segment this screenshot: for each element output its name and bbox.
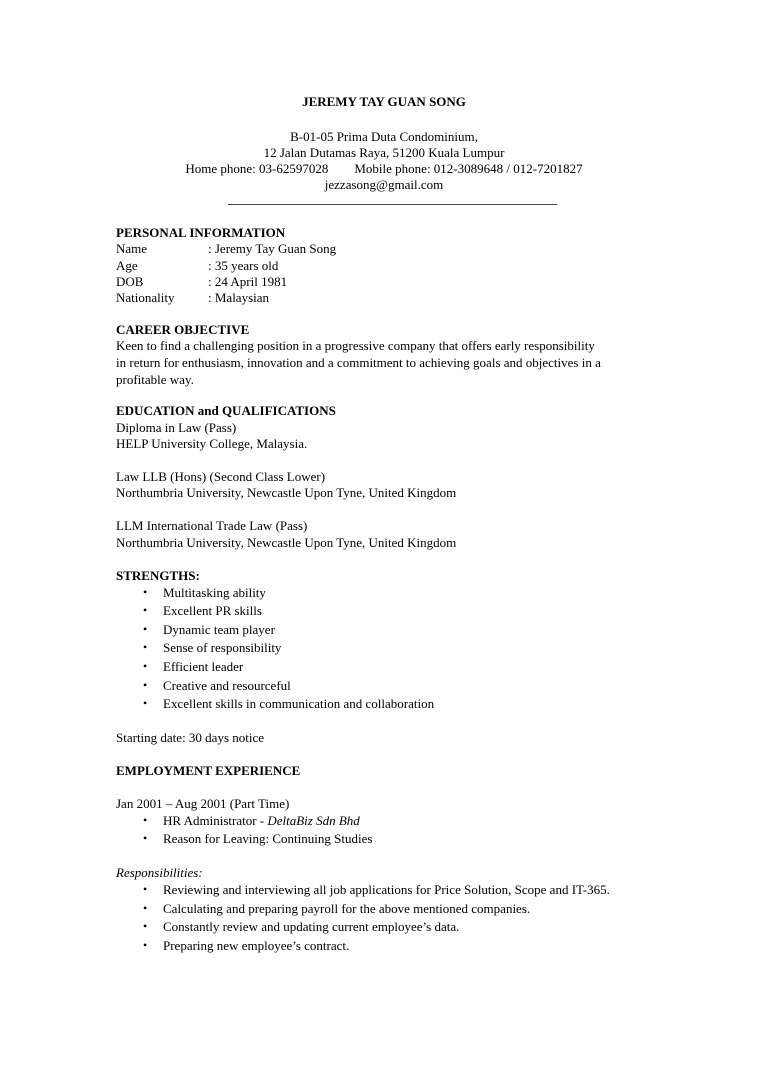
bullet-icon: •: [143, 640, 148, 654]
bullet-icon: •: [143, 659, 148, 673]
bullet-icon: •: [143, 622, 148, 636]
education-heading: EDUCATION and QUALIFICATIONS: [116, 403, 336, 418]
bullet-icon: •: [143, 603, 148, 617]
address-line-2: 12 Jalan Dutamas Raya, 51200 Kuala Lumpur: [263, 145, 505, 160]
strengths-heading: STRENGTHS:: [116, 568, 200, 583]
responsibility-text: Constantly review and updating current employee’s data.: [163, 919, 460, 934]
email: jezzasong@gmail.com: [324, 177, 444, 192]
responsibility-text: Calculating and preparing payroll for the above mentioned companies.: [163, 901, 531, 916]
bullet-icon: •: [143, 882, 148, 896]
company-name: DeltaBiz Sdn Bhd: [267, 813, 360, 828]
personal-row-dob: [116, 273, 287, 290]
candidate-name: JEREMY TAY GUAN SONG: [302, 94, 466, 109]
personal-row-age: [116, 257, 278, 274]
mobile-phone: Mobile phone: 012-3089648 / 012-7201827: [354, 161, 583, 176]
personal-value: : Jeremy Tay Guan Song: [208, 241, 337, 256]
personal-label: Name: [116, 241, 148, 256]
personal-label: DOB: [116, 274, 144, 289]
personal-value: : Malaysian: [208, 290, 270, 305]
employment-period: Jan 2001 – Aug 2001 (Part Time): [116, 796, 290, 811]
bullet-icon: •: [143, 938, 148, 952]
responsibility-text: Reviewing and interviewing all job applications for Price Solution, Scope and IT-365.: [163, 882, 610, 897]
responsibilities-heading: Responsibilities:: [116, 865, 203, 880]
strength-text: Excellent skills in communication and collaboration: [163, 696, 435, 711]
bullet-icon: •: [143, 831, 148, 845]
strength-text: Efficient leader: [163, 659, 244, 674]
strength-text: Sense of responsibility: [163, 640, 282, 655]
role-title: HR Administrator -: [163, 813, 268, 828]
personal-value: : 35 years old: [208, 258, 279, 273]
personal-heading: PERSONAL INFORMATION: [116, 225, 286, 240]
header-divider: [228, 204, 557, 205]
objective-line: in return for enthusiasm, innovation and a commitment to achieving goals and objectives in a: [116, 355, 601, 370]
address-line-1: B-01-05 Prima Duta Condominium,: [290, 129, 478, 144]
objective-line: profitable way.: [116, 372, 194, 387]
bullet-icon: •: [143, 813, 148, 827]
employment-heading: EMPLOYMENT EXPERIENCE: [116, 763, 301, 778]
phone-line: [0, 160, 768, 177]
bullet-icon: •: [143, 901, 148, 915]
education-title: LLM International Trade Law (Pass): [116, 518, 308, 533]
starting-date: Starting date: 30 days notice: [116, 730, 265, 745]
education-institution: Northumbria University, Newcastle Upon Tyne, United Kingdom: [116, 535, 457, 550]
strength-text: Creative and resourceful: [163, 678, 291, 693]
education-institution: HELP University College, Malaysia.: [116, 436, 308, 451]
objective-heading: CAREER OBJECTIVE: [116, 322, 250, 337]
strength-text: Multitasking ability: [163, 585, 266, 600]
bullet-icon: •: [143, 696, 148, 710]
personal-value: : 24 April 1981: [208, 274, 288, 289]
education-title: Law LLB (Hons) (Second Class Lower): [116, 469, 326, 484]
reason-text: Reason for Leaving: Continuing Studies: [163, 831, 373, 846]
home-phone: Home phone: 03-62597028: [185, 161, 329, 176]
personal-row-nationality: [116, 289, 269, 306]
education-institution: Northumbria University, Newcastle Upon Tyne, United Kingdom: [116, 485, 457, 500]
personal-row-name: [116, 240, 336, 257]
education-title: Diploma in Law (Pass): [116, 420, 237, 435]
bullet-icon: •: [143, 919, 148, 933]
bullet-icon: •: [143, 678, 148, 692]
bullet-icon: •: [143, 585, 148, 599]
personal-label: Age: [116, 258, 138, 273]
responsibility-text: Preparing new employee’s contract.: [163, 938, 350, 953]
strength-text: Dynamic team player: [163, 622, 275, 637]
strength-text: Excellent PR skills: [163, 603, 262, 618]
objective-line: Keen to find a challenging position in a progressive company that offers early responsibility: [116, 338, 595, 353]
personal-label: Nationality: [116, 290, 175, 305]
